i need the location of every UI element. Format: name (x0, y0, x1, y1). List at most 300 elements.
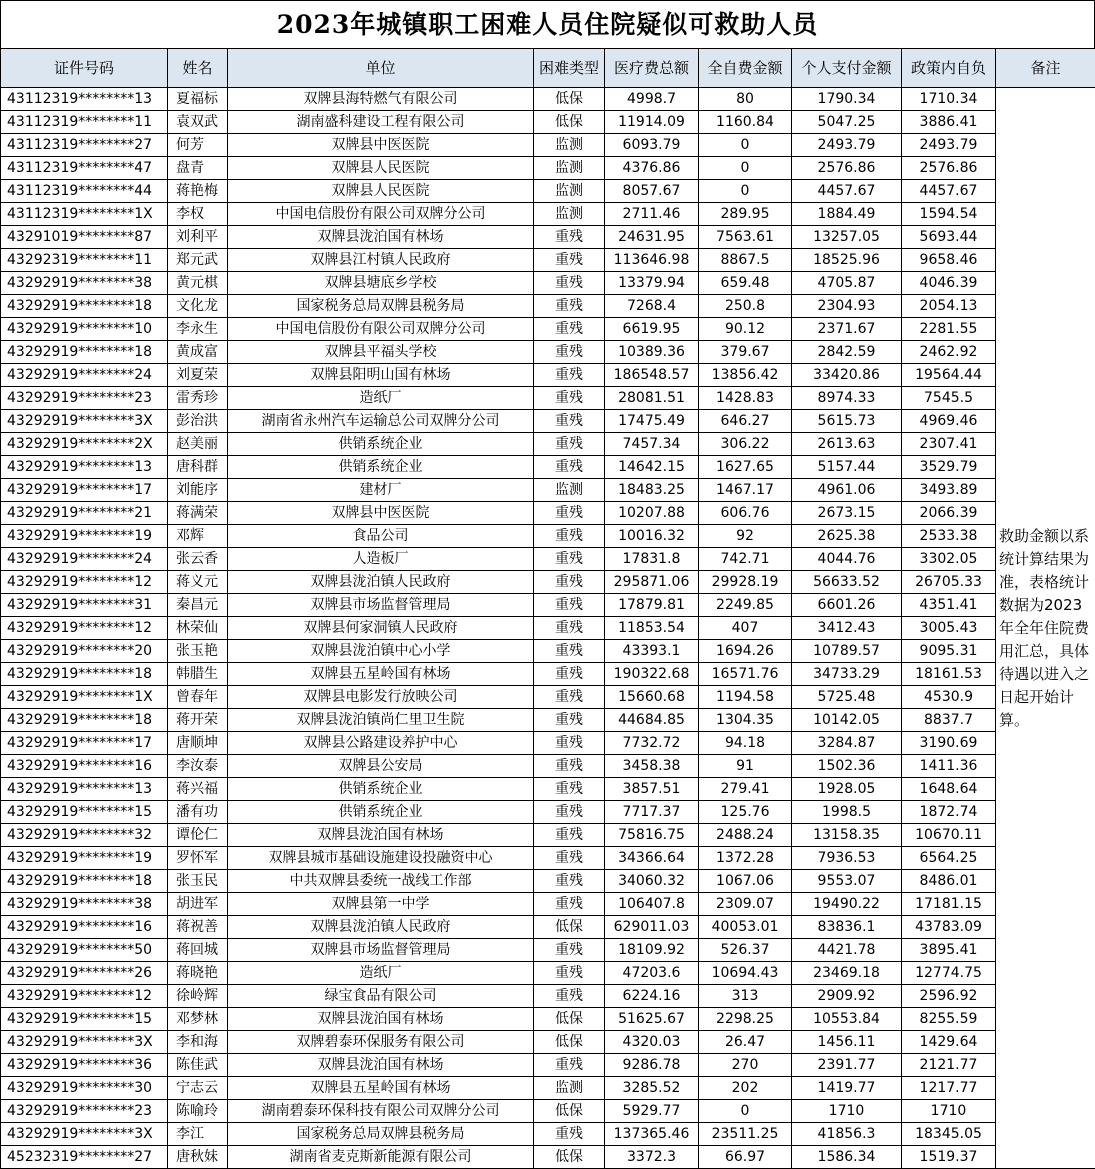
cell-policy: 43783.09 (902, 916, 996, 939)
cell-policy: 17181.15 (902, 893, 996, 916)
cell-unit: 双牌县公安局 (228, 755, 534, 778)
cell-name: 盘青 (168, 157, 228, 180)
cell-selfpay: 1467.17 (699, 479, 792, 502)
cell-personal: 6601.26 (792, 594, 902, 617)
cell-name: 赵美丽 (168, 433, 228, 456)
cell-selfpay: 202 (699, 1077, 792, 1100)
cell-id: 43291019********87 (1, 226, 168, 249)
cell-unit: 双牌县泷泊国有林场 (228, 1054, 534, 1077)
cell-name: 宁志云 (168, 1077, 228, 1100)
cell-type: 重残 (534, 571, 605, 594)
table-row (1, 755, 1095, 778)
cell-total: 10389.36 (605, 341, 699, 364)
cell-personal: 10789.57 (792, 640, 902, 663)
cell-selfpay: 407 (699, 617, 792, 640)
cell-total: 3372.3 (605, 1146, 699, 1169)
cell-policy: 1710 (902, 1100, 996, 1123)
cell-type: 重残 (534, 364, 605, 387)
cell-personal: 1586.34 (792, 1146, 902, 1169)
cell-unit: 湖南省麦克斯新能源有限公司 (228, 1146, 534, 1169)
cell-type: 重残 (534, 387, 605, 410)
cell-unit: 湖南盛科建设工程有限公司 (228, 111, 534, 134)
cell-personal: 3284.87 (792, 732, 902, 755)
cell-type: 低保 (534, 111, 605, 134)
cell-personal: 2909.92 (792, 985, 902, 1008)
cell-selfpay: 7563.61 (699, 226, 792, 249)
cell-personal: 8974.33 (792, 387, 902, 410)
table-row (1, 893, 1095, 916)
cell-unit: 供销系统企业 (228, 801, 534, 824)
header-selfpay: 全自费金额 (699, 49, 792, 88)
table-row (1, 111, 1095, 134)
cell-total: 137365.46 (605, 1123, 699, 1146)
cell-type: 重残 (534, 502, 605, 525)
cell-unit: 国家税务总局双牌县税务局 (228, 295, 534, 318)
table-row (1, 594, 1095, 617)
cell-id: 43292919********23 (1, 387, 168, 410)
cell-id: 43292919********13 (1, 456, 168, 479)
table-row (1, 939, 1095, 962)
cell-selfpay: 2309.07 (699, 893, 792, 916)
cell-personal: 83836.1 (792, 916, 902, 939)
cell-name: 蒋晓艳 (168, 962, 228, 985)
cell-total: 11914.09 (605, 111, 699, 134)
cell-personal: 1710 (792, 1100, 902, 1123)
cell-type: 监测 (534, 157, 605, 180)
table-row (1, 410, 1095, 433)
table-row (1, 203, 1095, 226)
cell-selfpay: 10694.43 (699, 962, 792, 985)
cell-id: 43112319********44 (1, 180, 168, 203)
table-row (1, 157, 1095, 180)
cell-policy: 1429.64 (902, 1031, 996, 1054)
cell-policy: 1411.36 (902, 755, 996, 778)
cell-id: 43292919********13 (1, 778, 168, 801)
cell-id: 43292919********20 (1, 640, 168, 663)
cell-selfpay: 1694.26 (699, 640, 792, 663)
cell-type: 重残 (534, 847, 605, 870)
cell-selfpay: 94.18 (699, 732, 792, 755)
cell-unit: 双牌县泷泊国有林场 (228, 226, 534, 249)
table-row (1, 249, 1095, 272)
cell-selfpay: 659.48 (699, 272, 792, 295)
cell-type: 重残 (534, 686, 605, 709)
cell-unit: 双牌县泷泊镇人民政府 (228, 571, 534, 594)
cell-policy: 2462.92 (902, 341, 996, 364)
cell-personal: 2304.93 (792, 295, 902, 318)
cell-type: 重残 (534, 824, 605, 847)
cell-total: 3285.52 (605, 1077, 699, 1100)
cell-type: 重残 (534, 870, 605, 893)
cell-total: 24631.95 (605, 226, 699, 249)
cell-name: 郑元武 (168, 249, 228, 272)
cell-id: 43292919********19 (1, 847, 168, 870)
cell-name: 徐岭辉 (168, 985, 228, 1008)
cell-personal: 2625.38 (792, 525, 902, 548)
cell-personal: 1456.11 (792, 1031, 902, 1054)
cell-selfpay: 1160.84 (699, 111, 792, 134)
cell-personal: 19490.22 (792, 893, 902, 916)
cell-total: 7457.34 (605, 433, 699, 456)
cell-type: 低保 (534, 1100, 605, 1123)
table-row (1, 548, 1095, 571)
cell-total: 8057.67 (605, 180, 699, 203)
cell-total: 3857.51 (605, 778, 699, 801)
table-row (1, 1077, 1095, 1100)
table-row (1, 824, 1095, 847)
cell-policy: 2493.79 (902, 134, 996, 157)
cell-unit: 双牌碧泰环保服务有限公司 (228, 1031, 534, 1054)
cell-total: 4320.03 (605, 1031, 699, 1054)
cell-type: 重残 (534, 640, 605, 663)
cell-id: 43292919********15 (1, 801, 168, 824)
cell-type: 重残 (534, 801, 605, 824)
cell-policy: 3493.89 (902, 479, 996, 502)
table-title: 2023年城镇职工困难人员住院疑似可救助人员 (0, 0, 1095, 48)
cell-type: 监测 (534, 1077, 605, 1100)
cell-id: 43112319********27 (1, 134, 168, 157)
cell-selfpay: 1304.35 (699, 709, 792, 732)
cell-total: 295871.06 (605, 571, 699, 594)
cell-name: 李和海 (168, 1031, 228, 1054)
cell-unit: 双牌县海特燃气有限公司 (228, 88, 534, 111)
cell-selfpay: 2298.25 (699, 1008, 792, 1031)
cell-total: 18109.92 (605, 939, 699, 962)
cell-personal: 2842.59 (792, 341, 902, 364)
cell-policy: 4530.9 (902, 686, 996, 709)
cell-total: 14642.15 (605, 456, 699, 479)
cell-unit: 双牌县五星岭国有林场 (228, 1077, 534, 1100)
cell-name: 蒋满荣 (168, 502, 228, 525)
cell-type: 监测 (534, 203, 605, 226)
cell-type: 重残 (534, 249, 605, 272)
cell-type: 低保 (534, 1008, 605, 1031)
table-row (1, 870, 1095, 893)
cell-id: 43292919********50 (1, 939, 168, 962)
cell-id: 43292919********18 (1, 663, 168, 686)
cell-name: 刘能序 (168, 479, 228, 502)
cell-id: 43292919********15 (1, 1008, 168, 1031)
header-total: 医疗费总额 (605, 49, 699, 88)
cell-type: 重残 (534, 778, 605, 801)
note-cell: 救助金额以系统计算结果为准，表格统计数据为2023年全年住院费用汇总，具体待遇以进入之日起开始计算。 (996, 88, 1095, 1169)
cell-total: 4376.86 (605, 157, 699, 180)
cell-personal: 13257.05 (792, 226, 902, 249)
cell-name: 黄元棋 (168, 272, 228, 295)
cell-selfpay: 26.47 (699, 1031, 792, 1054)
cell-selfpay: 1372.28 (699, 847, 792, 870)
cell-unit: 绿宝食品有限公司 (228, 985, 534, 1008)
cell-id: 43292919********16 (1, 916, 168, 939)
cell-type: 重残 (534, 295, 605, 318)
header-id: 证件号码 (1, 49, 168, 88)
cell-unit: 供销系统企业 (228, 456, 534, 479)
cell-total: 6619.95 (605, 318, 699, 341)
cell-personal: 10553.84 (792, 1008, 902, 1031)
cell-name: 曾春年 (168, 686, 228, 709)
cell-id: 43292919********2X (1, 433, 168, 456)
cell-type: 低保 (534, 916, 605, 939)
cell-policy: 1594.54 (902, 203, 996, 226)
cell-total: 7268.4 (605, 295, 699, 318)
table-row (1, 663, 1095, 686)
cell-type: 重残 (534, 594, 605, 617)
table-row (1, 985, 1095, 1008)
cell-total: 47203.6 (605, 962, 699, 985)
cell-total: 6224.16 (605, 985, 699, 1008)
cell-personal: 2673.15 (792, 502, 902, 525)
cell-name: 文化龙 (168, 295, 228, 318)
cell-id: 45232319********27 (1, 1146, 168, 1169)
cell-id: 43292919********12 (1, 617, 168, 640)
cell-name: 林荣仙 (168, 617, 228, 640)
cell-selfpay: 270 (699, 1054, 792, 1077)
cell-personal: 56633.52 (792, 571, 902, 594)
cell-name: 刘利平 (168, 226, 228, 249)
cell-id: 43112319********47 (1, 157, 168, 180)
table-row (1, 962, 1095, 985)
table-row (1, 571, 1095, 594)
cell-unit: 双牌县阳明山国有林场 (228, 364, 534, 387)
cell-id: 43292919********17 (1, 732, 168, 755)
cell-type: 监测 (534, 180, 605, 203)
cell-id: 43112319********11 (1, 111, 168, 134)
cell-personal: 1419.77 (792, 1077, 902, 1100)
cell-type: 低保 (534, 88, 605, 111)
cell-total: 2711.46 (605, 203, 699, 226)
cell-selfpay: 646.27 (699, 410, 792, 433)
cell-policy: 3886.41 (902, 111, 996, 134)
cell-total: 186548.57 (605, 364, 699, 387)
cell-selfpay: 250.8 (699, 295, 792, 318)
cell-name: 李永生 (168, 318, 228, 341)
cell-personal: 5725.48 (792, 686, 902, 709)
cell-selfpay: 1194.58 (699, 686, 792, 709)
cell-name: 张玉艳 (168, 640, 228, 663)
cell-id: 43292919********38 (1, 893, 168, 916)
cell-policy: 4046.39 (902, 272, 996, 295)
cell-name: 蒋开荣 (168, 709, 228, 732)
cell-policy: 3302.05 (902, 548, 996, 571)
cell-id: 43292919********18 (1, 341, 168, 364)
table-row (1, 525, 1095, 548)
cell-name: 唐科群 (168, 456, 228, 479)
cell-id: 43292919********16 (1, 755, 168, 778)
cell-personal: 1502.36 (792, 755, 902, 778)
cell-selfpay: 0 (699, 134, 792, 157)
table-row (1, 778, 1095, 801)
cell-total: 11853.54 (605, 617, 699, 640)
cell-type: 重残 (534, 341, 605, 364)
cell-personal: 2391.77 (792, 1054, 902, 1077)
table-row (1, 318, 1095, 341)
cell-policy: 2576.86 (902, 157, 996, 180)
cell-type: 重残 (534, 939, 605, 962)
cell-name: 彭治洪 (168, 410, 228, 433)
table-row (1, 364, 1095, 387)
cell-id: 43112319********1X (1, 203, 168, 226)
cell-selfpay: 8867.5 (699, 249, 792, 272)
cell-total: 15660.68 (605, 686, 699, 709)
cell-policy: 2533.38 (902, 525, 996, 548)
cell-policy: 3529.79 (902, 456, 996, 479)
cell-type: 重残 (534, 962, 605, 985)
cell-total: 7732.72 (605, 732, 699, 755)
table-row (1, 1008, 1095, 1031)
cell-unit: 双牌县人民医院 (228, 180, 534, 203)
cell-selfpay: 1428.83 (699, 387, 792, 410)
cell-name: 蒋艳梅 (168, 180, 228, 203)
cell-name: 蒋兴福 (168, 778, 228, 801)
cell-name: 陈喻玲 (168, 1100, 228, 1123)
cell-policy: 26705.33 (902, 571, 996, 594)
cell-policy: 10670.11 (902, 824, 996, 847)
cell-unit: 造纸厂 (228, 962, 534, 985)
cell-total: 9286.78 (605, 1054, 699, 1077)
cell-policy: 18345.05 (902, 1123, 996, 1146)
cell-unit: 双牌县中医医院 (228, 502, 534, 525)
cell-selfpay: 2249.85 (699, 594, 792, 617)
cell-policy: 3005.43 (902, 617, 996, 640)
cell-selfpay: 526.37 (699, 939, 792, 962)
cell-unit: 中国电信股份有限公司双牌分公司 (228, 203, 534, 226)
cell-personal: 7936.53 (792, 847, 902, 870)
table-row (1, 732, 1095, 755)
cell-name: 唐秋妹 (168, 1146, 228, 1169)
table-row (1, 640, 1095, 663)
cell-personal: 13158.35 (792, 824, 902, 847)
table-row (1, 433, 1095, 456)
cell-personal: 33420.86 (792, 364, 902, 387)
cell-id: 43292919********19 (1, 525, 168, 548)
cell-selfpay: 313 (699, 985, 792, 1008)
cell-selfpay: 0 (699, 1100, 792, 1123)
cell-name: 陈佳武 (168, 1054, 228, 1077)
cell-selfpay: 90.12 (699, 318, 792, 341)
cell-id: 43292919********18 (1, 295, 168, 318)
cell-id: 43292919********24 (1, 364, 168, 387)
cell-id: 43292919********18 (1, 870, 168, 893)
cell-selfpay: 279.41 (699, 778, 792, 801)
cell-name: 张云香 (168, 548, 228, 571)
cell-unit: 双牌县电影发行放映公司 (228, 686, 534, 709)
cell-selfpay: 0 (699, 157, 792, 180)
cell-policy: 4351.41 (902, 594, 996, 617)
cell-personal: 2613.63 (792, 433, 902, 456)
cell-id: 43292919********1X (1, 686, 168, 709)
cell-name: 蒋祝善 (168, 916, 228, 939)
cell-name: 胡进军 (168, 893, 228, 916)
cell-unit: 双牌县泷泊镇中心小学 (228, 640, 534, 663)
table-row (1, 709, 1095, 732)
cell-name: 秦昌元 (168, 594, 228, 617)
cell-personal: 34733.29 (792, 663, 902, 686)
table-row (1, 502, 1095, 525)
cell-personal: 1790.34 (792, 88, 902, 111)
cell-unit: 双牌县江村镇人民政府 (228, 249, 534, 272)
cell-policy: 2066.39 (902, 502, 996, 525)
table-row (1, 1146, 1095, 1169)
cell-policy: 8837.7 (902, 709, 996, 732)
cell-total: 43393.1 (605, 640, 699, 663)
cell-type: 重残 (534, 1054, 605, 1077)
cell-policy: 2054.13 (902, 295, 996, 318)
cell-type: 监测 (534, 134, 605, 157)
cell-id: 43292919********3X (1, 1123, 168, 1146)
cell-total: 51625.67 (605, 1008, 699, 1031)
cell-unit: 双牌县市场监督管理局 (228, 594, 534, 617)
cell-unit: 湖南省永州汽车运输总公司双牌分公司 (228, 410, 534, 433)
cell-type: 重残 (534, 985, 605, 1008)
cell-unit: 双牌县平福头学校 (228, 341, 534, 364)
table-row (1, 1123, 1095, 1146)
cell-total: 113646.98 (605, 249, 699, 272)
cell-selfpay: 16571.76 (699, 663, 792, 686)
cell-type: 重残 (534, 410, 605, 433)
cell-policy: 8255.59 (902, 1008, 996, 1031)
header-type: 困难类型 (534, 49, 605, 88)
cell-total: 17879.81 (605, 594, 699, 617)
cell-personal: 4705.87 (792, 272, 902, 295)
cell-policy: 19564.44 (902, 364, 996, 387)
table-row (1, 801, 1095, 824)
cell-name: 邓辉 (168, 525, 228, 548)
cell-id: 43292919********17 (1, 479, 168, 502)
cell-unit: 双牌县塘底乡学校 (228, 272, 534, 295)
cell-id: 43292919********32 (1, 824, 168, 847)
cell-type: 重残 (534, 1123, 605, 1146)
cell-personal: 5615.73 (792, 410, 902, 433)
cell-selfpay: 289.95 (699, 203, 792, 226)
cell-type: 重残 (534, 893, 605, 916)
data-table (0, 48, 1095, 1169)
cell-unit: 建材厂 (228, 479, 534, 502)
cell-policy: 1217.77 (902, 1077, 996, 1100)
cell-selfpay: 40053.01 (699, 916, 792, 939)
cell-type: 重残 (534, 732, 605, 755)
cell-policy: 2307.41 (902, 433, 996, 456)
cell-total: 28081.51 (605, 387, 699, 410)
cell-policy: 3895.41 (902, 939, 996, 962)
cell-unit: 食品公司 (228, 525, 534, 548)
cell-name: 李江 (168, 1123, 228, 1146)
cell-selfpay: 80 (699, 88, 792, 111)
cell-total: 17831.8 (605, 548, 699, 571)
cell-total: 44684.85 (605, 709, 699, 732)
cell-policy: 9658.46 (902, 249, 996, 272)
cell-personal: 4457.67 (792, 180, 902, 203)
cell-selfpay: 125.76 (699, 801, 792, 824)
cell-type: 重残 (534, 272, 605, 295)
cell-name: 何芳 (168, 134, 228, 157)
cell-unit: 双牌县泷泊国有林场 (228, 1008, 534, 1031)
table-row (1, 180, 1095, 203)
cell-name: 罗怀军 (168, 847, 228, 870)
cell-name: 李汝泰 (168, 755, 228, 778)
cell-total: 34366.64 (605, 847, 699, 870)
cell-policy: 8486.01 (902, 870, 996, 893)
cell-policy: 4457.67 (902, 180, 996, 203)
cell-policy: 9095.31 (902, 640, 996, 663)
cell-personal: 5047.25 (792, 111, 902, 134)
cell-policy: 1519.37 (902, 1146, 996, 1169)
cell-unit: 双牌县人民医院 (228, 157, 534, 180)
cell-total: 18483.25 (605, 479, 699, 502)
cell-type: 重残 (534, 663, 605, 686)
cell-personal: 2371.67 (792, 318, 902, 341)
header-row (1, 49, 1095, 88)
cell-name: 雷秀珍 (168, 387, 228, 410)
